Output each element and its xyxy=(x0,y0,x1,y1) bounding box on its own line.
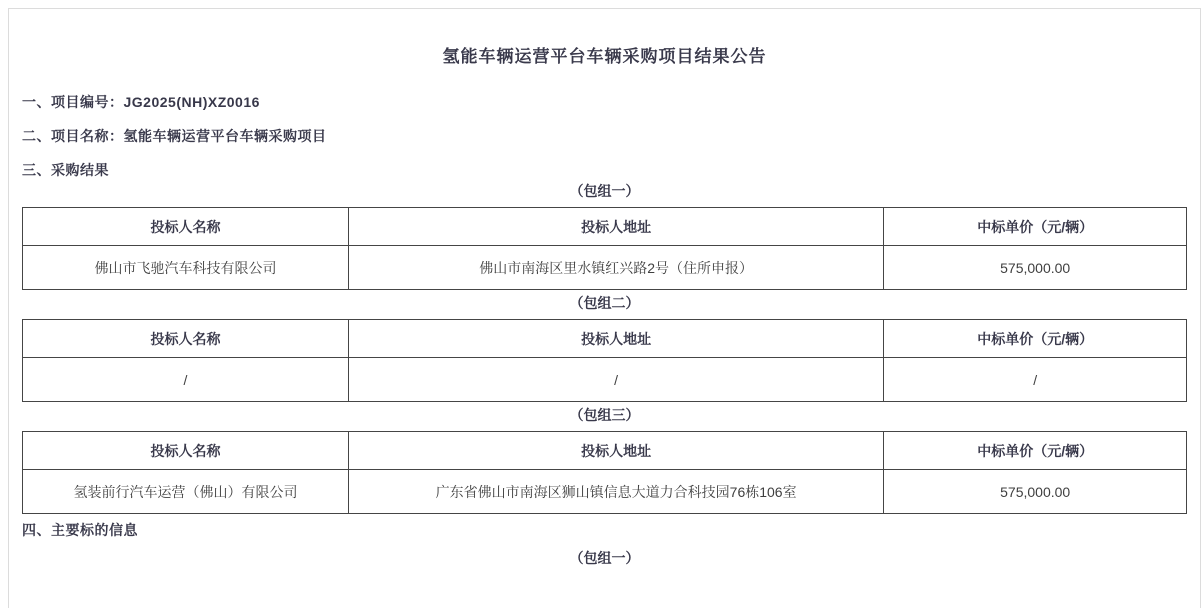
header-cell-bidder-address: 投标人地址 xyxy=(348,208,883,246)
table-header-row xyxy=(23,432,1187,470)
cell-bidder-address: / xyxy=(348,358,883,402)
header-cell-bidder-name: 投标人名称 xyxy=(23,208,349,246)
group-label-package-2: （包组二） xyxy=(569,295,640,311)
group-label-package-1: （包组一） xyxy=(569,183,640,199)
table-row xyxy=(23,246,1187,290)
section-heading-procurement-result: 三、采购结果 xyxy=(22,162,109,178)
cell-winning-unit-price: 575,000.00 xyxy=(884,246,1187,290)
table-row xyxy=(23,470,1187,514)
page-title: 氢能车辆运营平台车辆采购项目结果公告 xyxy=(442,47,767,66)
cell-bidder-name: / xyxy=(23,358,349,402)
section-heading-project-name: 二、项目名称：氢能车辆运营平台车辆采购项目 xyxy=(22,128,327,144)
table-row xyxy=(23,358,1187,402)
section-heading-project-number: 一、项目编号：JG2025(NH)XZ0016 xyxy=(22,94,260,110)
table-header-row xyxy=(23,208,1187,246)
header-cell-bidder-name: 投标人名称 xyxy=(23,320,349,358)
result-table-package-2 xyxy=(22,319,1187,402)
result-table-package-3 xyxy=(22,431,1187,514)
announcement-page xyxy=(8,8,1201,608)
cell-bidder-name: 佛山市飞驰汽车科技有限公司 xyxy=(23,246,349,290)
cell-winning-unit-price: 575,000.00 xyxy=(884,470,1187,514)
cell-bidder-address: 佛山市南海区里水镇红兴路2号（住所申报） xyxy=(348,246,883,290)
section-heading-main-subject-info: 四、主要标的信息 xyxy=(22,522,138,538)
group-label-package-1-footer: （包组一） xyxy=(569,550,640,566)
header-cell-bidder-address: 投标人地址 xyxy=(348,320,883,358)
cell-winning-unit-price: / xyxy=(884,358,1187,402)
header-cell-bidder-address: 投标人地址 xyxy=(348,432,883,470)
header-cell-bidder-name: 投标人名称 xyxy=(23,432,349,470)
header-cell-winning-unit-price: 中标单价（元/辆） xyxy=(884,432,1187,470)
cell-bidder-address: 广东省佛山市南海区狮山镇信息大道力合科技园76栋106室 xyxy=(348,470,883,514)
header-cell-winning-unit-price: 中标单价（元/辆） xyxy=(884,208,1187,246)
result-table-package-1 xyxy=(22,207,1187,290)
table-header-row xyxy=(23,320,1187,358)
header-cell-winning-unit-price: 中标单价（元/辆） xyxy=(884,320,1187,358)
cell-bidder-name: 氢装前行汽车运营（佛山）有限公司 xyxy=(23,470,349,514)
group-label-package-3: （包组三） xyxy=(569,407,640,423)
